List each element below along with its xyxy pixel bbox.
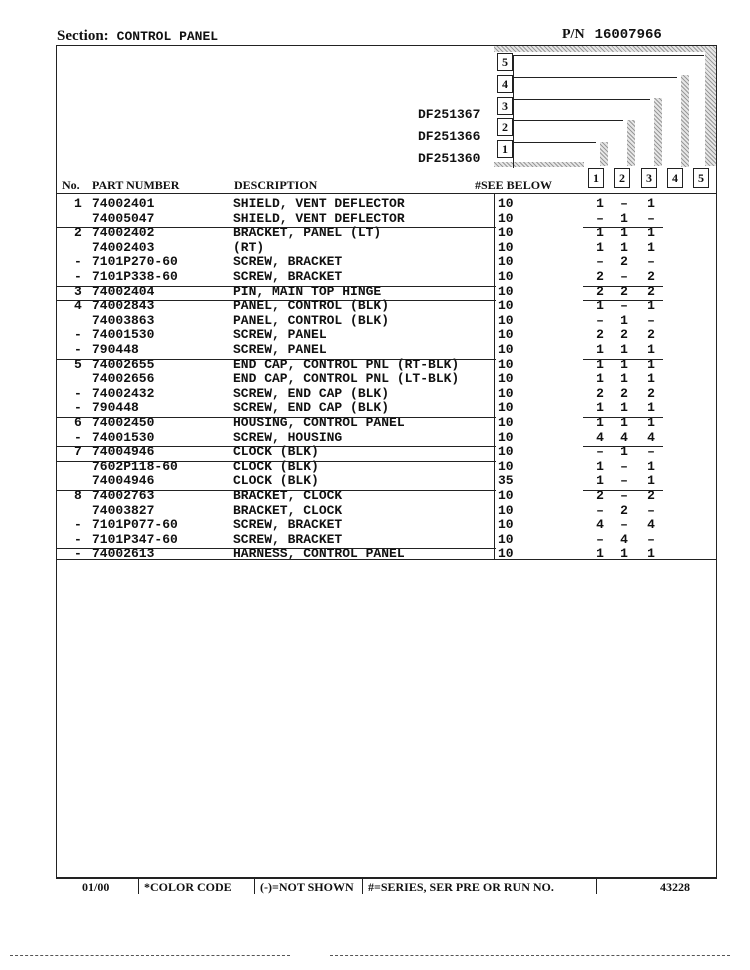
col-header-description: DESCRIPTION xyxy=(234,178,318,192)
footer-page-number: 43228 xyxy=(660,880,690,894)
table-row xyxy=(56,255,717,270)
group-separator xyxy=(56,490,496,491)
qty-model-1: 4 xyxy=(596,429,604,445)
qty-model-2: 1 xyxy=(620,210,628,226)
table-bottom-line xyxy=(56,559,717,560)
series-value: 10 xyxy=(498,210,514,226)
table-row xyxy=(56,270,717,285)
part-description: HARNESS, CONTROL PANEL xyxy=(233,546,405,562)
qty-model-3: 1 xyxy=(647,546,655,562)
series-value: 10 xyxy=(498,517,514,533)
part-number: 7101P270-60 xyxy=(92,254,178,270)
part-description: PIN, MAIN TOP HINGE xyxy=(233,283,382,299)
model-number: DF251360 xyxy=(418,151,481,166)
part-description: SCREW, BRACKET xyxy=(233,269,343,284)
item-number: - xyxy=(74,400,82,416)
col-header-model-1: 1 xyxy=(588,168,604,188)
qty-model-2: – xyxy=(620,269,628,284)
qty-model-1: 1 xyxy=(596,356,604,372)
qty-model-1: 1 xyxy=(596,473,604,489)
part-number: 74004946 xyxy=(92,473,155,489)
col-header-model-3: 3 xyxy=(641,168,657,188)
item-number: - xyxy=(74,429,82,445)
series-value: 10 xyxy=(498,298,514,314)
qty-separator xyxy=(583,490,663,491)
part-description: SCREW, END CAP (BLK) xyxy=(233,385,390,401)
item-number: 8 xyxy=(74,488,82,503)
qty-model-2: 1 xyxy=(620,444,628,460)
table-row xyxy=(56,533,717,548)
qty-model-3: – xyxy=(647,531,655,547)
qty-model-3: 1 xyxy=(647,356,655,372)
section-header xyxy=(57,28,218,45)
part-description: CLOCK (BLK) xyxy=(233,473,319,489)
qty-model-2: – xyxy=(620,298,628,314)
qty-model-3: 2 xyxy=(647,488,655,503)
series-value: 10 xyxy=(498,488,514,503)
footer-divider xyxy=(254,879,255,894)
qty-separator xyxy=(583,300,663,301)
qty-model-2: 1 xyxy=(620,225,628,241)
table-row xyxy=(56,372,717,387)
qty-model-2: 2 xyxy=(620,385,628,401)
part-description: SHIELD, VENT DEFLECTOR xyxy=(233,196,405,211)
qty-model-3: 1 xyxy=(647,225,655,241)
model-box-3: 3 xyxy=(497,97,513,115)
series-value: 10 xyxy=(498,327,514,343)
pn-value: 16007966 xyxy=(594,27,662,43)
qty-model-3: 1 xyxy=(647,473,655,489)
qty-model-3: – xyxy=(647,444,655,460)
section-label: Section: xyxy=(57,28,109,44)
qty-model-2: – xyxy=(620,473,628,489)
page-edge-dash xyxy=(330,955,730,956)
part-description: (RT) xyxy=(233,239,265,255)
qty-model-3: 1 xyxy=(647,415,655,430)
table-row xyxy=(56,518,717,533)
series-value: 10 xyxy=(498,502,514,518)
series-value: 10 xyxy=(498,444,514,460)
qty-model-3: 2 xyxy=(647,269,655,284)
part-number: 7101P077-60 xyxy=(92,517,178,533)
qty-model-1: 2 xyxy=(596,269,604,284)
item-number: 6 xyxy=(74,415,82,430)
qty-model-1: 1 xyxy=(596,400,604,416)
part-number-header xyxy=(562,27,662,43)
table-row xyxy=(56,431,717,446)
item-number: - xyxy=(74,531,82,547)
qty-separator xyxy=(583,446,663,447)
part-description: SCREW, BRACKET xyxy=(233,254,343,270)
part-description: SCREW, END CAP (BLK) xyxy=(233,400,390,416)
part-description: HOUSING, CONTROL PANEL xyxy=(233,415,405,430)
part-number: 74003863 xyxy=(92,312,155,328)
series-value: 10 xyxy=(498,312,514,328)
qty-model-1: 1 xyxy=(596,458,604,474)
series-value: 10 xyxy=(498,225,514,241)
qty-separator xyxy=(583,417,663,418)
pn-label: P/N xyxy=(562,27,585,42)
item-number: - xyxy=(74,269,82,284)
part-number: 74001530 xyxy=(92,327,155,343)
part-description: SCREW, PANEL xyxy=(233,327,327,343)
qty-model-2: 4 xyxy=(620,429,628,445)
part-description: SCREW, BRACKET xyxy=(233,517,343,533)
footer-series-note: #=SERIES, SER PRE OR RUN NO. xyxy=(368,880,554,894)
table-row xyxy=(56,416,717,431)
qty-model-2: 2 xyxy=(620,502,628,518)
qty-model-2: 1 xyxy=(620,400,628,416)
series-value: 10 xyxy=(498,546,514,562)
qty-model-3: 4 xyxy=(647,517,655,533)
qty-model-1: – xyxy=(596,254,604,270)
series-value: 10 xyxy=(498,356,514,372)
ladder-shade-right xyxy=(705,46,716,166)
part-description: END CAP, CONTROL PNL (RT-BLK) xyxy=(233,356,460,372)
part-number: 74002656 xyxy=(92,371,155,387)
part-number: 74005047 xyxy=(92,210,155,226)
table-row xyxy=(56,358,717,373)
qty-model-3: – xyxy=(647,254,655,270)
qty-model-2: – xyxy=(620,458,628,474)
table-row xyxy=(56,314,717,329)
table-row xyxy=(56,241,717,256)
table-row xyxy=(56,504,717,519)
table-row xyxy=(56,343,717,358)
footer-divider xyxy=(596,879,597,894)
qty-model-1: 2 xyxy=(596,488,604,503)
qty-model-2: 2 xyxy=(620,283,628,299)
part-description: END CAP, CONTROL PNL (LT-BLK) xyxy=(233,371,460,387)
qty-model-2: 1 xyxy=(620,546,628,562)
model-number: DF251366 xyxy=(418,129,481,144)
qty-model-2: 1 xyxy=(620,415,628,430)
qty-model-2: 1 xyxy=(620,356,628,372)
qty-model-2: 1 xyxy=(620,342,628,357)
qty-model-1: 2 xyxy=(596,327,604,343)
col-header-see-below: #SEE BELOW xyxy=(475,178,553,192)
part-number: 74002655 xyxy=(92,356,155,372)
qty-model-3: – xyxy=(647,210,655,226)
part-number: 74002404 xyxy=(92,283,155,299)
part-number: 74002403 xyxy=(92,239,155,255)
footer-not-shown: (-)=NOT SHOWN xyxy=(260,880,354,894)
qty-separator xyxy=(583,227,663,228)
part-description: BRACKET, CLOCK xyxy=(233,502,343,518)
part-description: BRACKET, PANEL (LT) xyxy=(233,225,382,241)
series-value: 10 xyxy=(498,385,514,401)
series-value: 10 xyxy=(498,342,514,357)
group-separator xyxy=(56,417,496,418)
qty-model-1: 2 xyxy=(596,283,604,299)
qty-model-3: – xyxy=(647,312,655,328)
part-number: 74002450 xyxy=(92,415,155,430)
series-value: 10 xyxy=(498,458,514,474)
item-number: 7 xyxy=(74,444,82,460)
series-value: 10 xyxy=(498,371,514,387)
qty-model-2: 1 xyxy=(620,239,628,255)
part-description: SCREW, HOUSING xyxy=(233,429,343,445)
header-divider xyxy=(56,193,717,194)
qty-model-1: 1 xyxy=(596,225,604,241)
part-number: 7101P338-60 xyxy=(92,269,178,284)
group-separator xyxy=(56,359,496,360)
part-number: 74002613 xyxy=(92,546,155,562)
group-separator xyxy=(56,286,496,287)
qty-model-1: 1 xyxy=(596,196,604,211)
item-number: - xyxy=(74,342,82,357)
footer-divider xyxy=(362,879,363,894)
part-description: PANEL, CONTROL (BLK) xyxy=(233,312,390,328)
part-number: 74001530 xyxy=(92,429,155,445)
qty-model-1: 1 xyxy=(596,415,604,430)
qty-model-3: 1 xyxy=(647,371,655,387)
item-number: 3 xyxy=(74,283,82,299)
col-header-model-4: 4 xyxy=(667,168,683,188)
col-header-part-number: PART NUMBER xyxy=(92,178,180,192)
series-value: 10 xyxy=(498,196,514,211)
ladder-line-1 xyxy=(513,142,596,168)
part-number: 74002763 xyxy=(92,488,155,503)
series-value: 10 xyxy=(498,415,514,430)
table-row xyxy=(56,489,717,504)
qty-model-1: 2 xyxy=(596,385,604,401)
qty-model-1: 1 xyxy=(596,342,604,357)
qty-model-1: – xyxy=(596,502,604,518)
part-number: 74002402 xyxy=(92,225,155,241)
qty-model-1: – xyxy=(596,312,604,328)
part-number: 7602P118-60 xyxy=(92,458,178,474)
item-number: 5 xyxy=(74,356,82,372)
qty-model-1: 1 xyxy=(596,546,604,562)
table-row xyxy=(56,460,717,475)
series-value: 10 xyxy=(498,429,514,445)
qty-model-3: 1 xyxy=(647,298,655,314)
qty-model-1: – xyxy=(596,210,604,226)
table-row xyxy=(56,299,717,314)
qty-model-2: 1 xyxy=(620,312,628,328)
series-value: 10 xyxy=(498,400,514,416)
qty-model-3: 1 xyxy=(647,458,655,474)
part-description: BRACKET, CLOCK xyxy=(233,488,343,503)
table-row xyxy=(56,401,717,416)
qty-model-3: 1 xyxy=(647,342,655,357)
table-row xyxy=(56,445,717,460)
series-value: 10 xyxy=(498,239,514,255)
part-description: SCREW, PANEL xyxy=(233,342,327,357)
item-number: - xyxy=(74,517,82,533)
footer-divider xyxy=(138,879,139,894)
qty-model-1: 1 xyxy=(596,298,604,314)
series-value: 10 xyxy=(498,269,514,284)
section-value: CONTROL PANEL xyxy=(116,29,219,44)
qty-model-2: 2 xyxy=(620,327,628,343)
qty-model-1: 1 xyxy=(596,371,604,387)
part-description: CLOCK (BLK) xyxy=(233,458,319,474)
qty-separator xyxy=(583,286,663,287)
col-header-no: No. xyxy=(62,178,80,192)
qty-model-1: – xyxy=(596,531,604,547)
table-row xyxy=(56,226,717,241)
table-row xyxy=(56,197,717,212)
part-number: 790448 xyxy=(92,400,139,416)
table-row xyxy=(56,212,717,227)
qty-model-2: 1 xyxy=(620,371,628,387)
item-number: 4 xyxy=(74,298,82,314)
qty-model-1: 1 xyxy=(596,239,604,255)
footer-bar xyxy=(56,878,717,894)
model-box-2: 2 xyxy=(497,118,513,136)
model-box-5: 5 xyxy=(497,53,513,71)
item-number: - xyxy=(74,385,82,401)
qty-model-3: – xyxy=(647,502,655,518)
qty-model-3: 1 xyxy=(647,239,655,255)
part-number: 74004946 xyxy=(92,444,155,460)
part-number: 790448 xyxy=(92,342,139,357)
series-value: 10 xyxy=(498,254,514,270)
series-value: 10 xyxy=(498,531,514,547)
part-description: SHIELD, VENT DEFLECTOR xyxy=(233,210,405,226)
model-box-1: 1 xyxy=(497,140,513,158)
qty-model-3: 1 xyxy=(647,400,655,416)
qty-model-3: 1 xyxy=(647,196,655,211)
part-description: SCREW, BRACKET xyxy=(233,531,343,547)
part-description: CLOCK (BLK) xyxy=(233,444,319,460)
part-description: PANEL, CONTROL (BLK) xyxy=(233,298,390,314)
table-row xyxy=(56,474,717,489)
group-separator xyxy=(56,461,496,462)
table-row xyxy=(56,285,717,300)
item-number: - xyxy=(74,327,82,343)
group-separator xyxy=(56,300,496,301)
part-number: 74003827 xyxy=(92,502,155,518)
qty-model-3: 2 xyxy=(647,327,655,343)
col-header-model-2: 2 xyxy=(614,168,630,188)
qty-separator xyxy=(583,359,663,360)
part-number: 7101P347-60 xyxy=(92,531,178,547)
qty-model-3: 4 xyxy=(647,429,655,445)
series-value: 35 xyxy=(498,473,514,489)
model-number: DF251367 xyxy=(418,107,481,122)
model-box-4: 4 xyxy=(497,75,513,93)
qty-model-1: – xyxy=(596,444,604,460)
col-header-model-5: 5 xyxy=(693,168,709,188)
item-number: 2 xyxy=(74,225,82,241)
qty-model-3: 2 xyxy=(647,385,655,401)
item-number: - xyxy=(74,546,82,562)
part-number: 74002401 xyxy=(92,196,155,211)
qty-model-1: 4 xyxy=(596,517,604,533)
series-value: 10 xyxy=(498,283,514,299)
qty-model-2: – xyxy=(620,196,628,211)
group-separator xyxy=(56,548,496,549)
part-number: 74002843 xyxy=(92,298,155,314)
qty-model-2: 4 xyxy=(620,531,628,547)
part-number: 74002432 xyxy=(92,385,155,401)
page-edge-dash xyxy=(10,955,290,956)
qty-model-2: – xyxy=(620,488,628,503)
footer-date: 01/00 xyxy=(82,880,110,894)
item-number: - xyxy=(74,254,82,270)
qty-model-2: 2 xyxy=(620,254,628,270)
qty-model-2: – xyxy=(620,517,628,533)
ladder-shade-top xyxy=(494,46,716,52)
table-row xyxy=(56,387,717,402)
footer-color-code: *COLOR CODE xyxy=(144,880,232,894)
table-row xyxy=(56,328,717,343)
group-separator xyxy=(56,227,496,228)
qty-model-3: 2 xyxy=(647,283,655,299)
item-number: 1 xyxy=(74,196,82,211)
group-separator xyxy=(56,446,496,447)
